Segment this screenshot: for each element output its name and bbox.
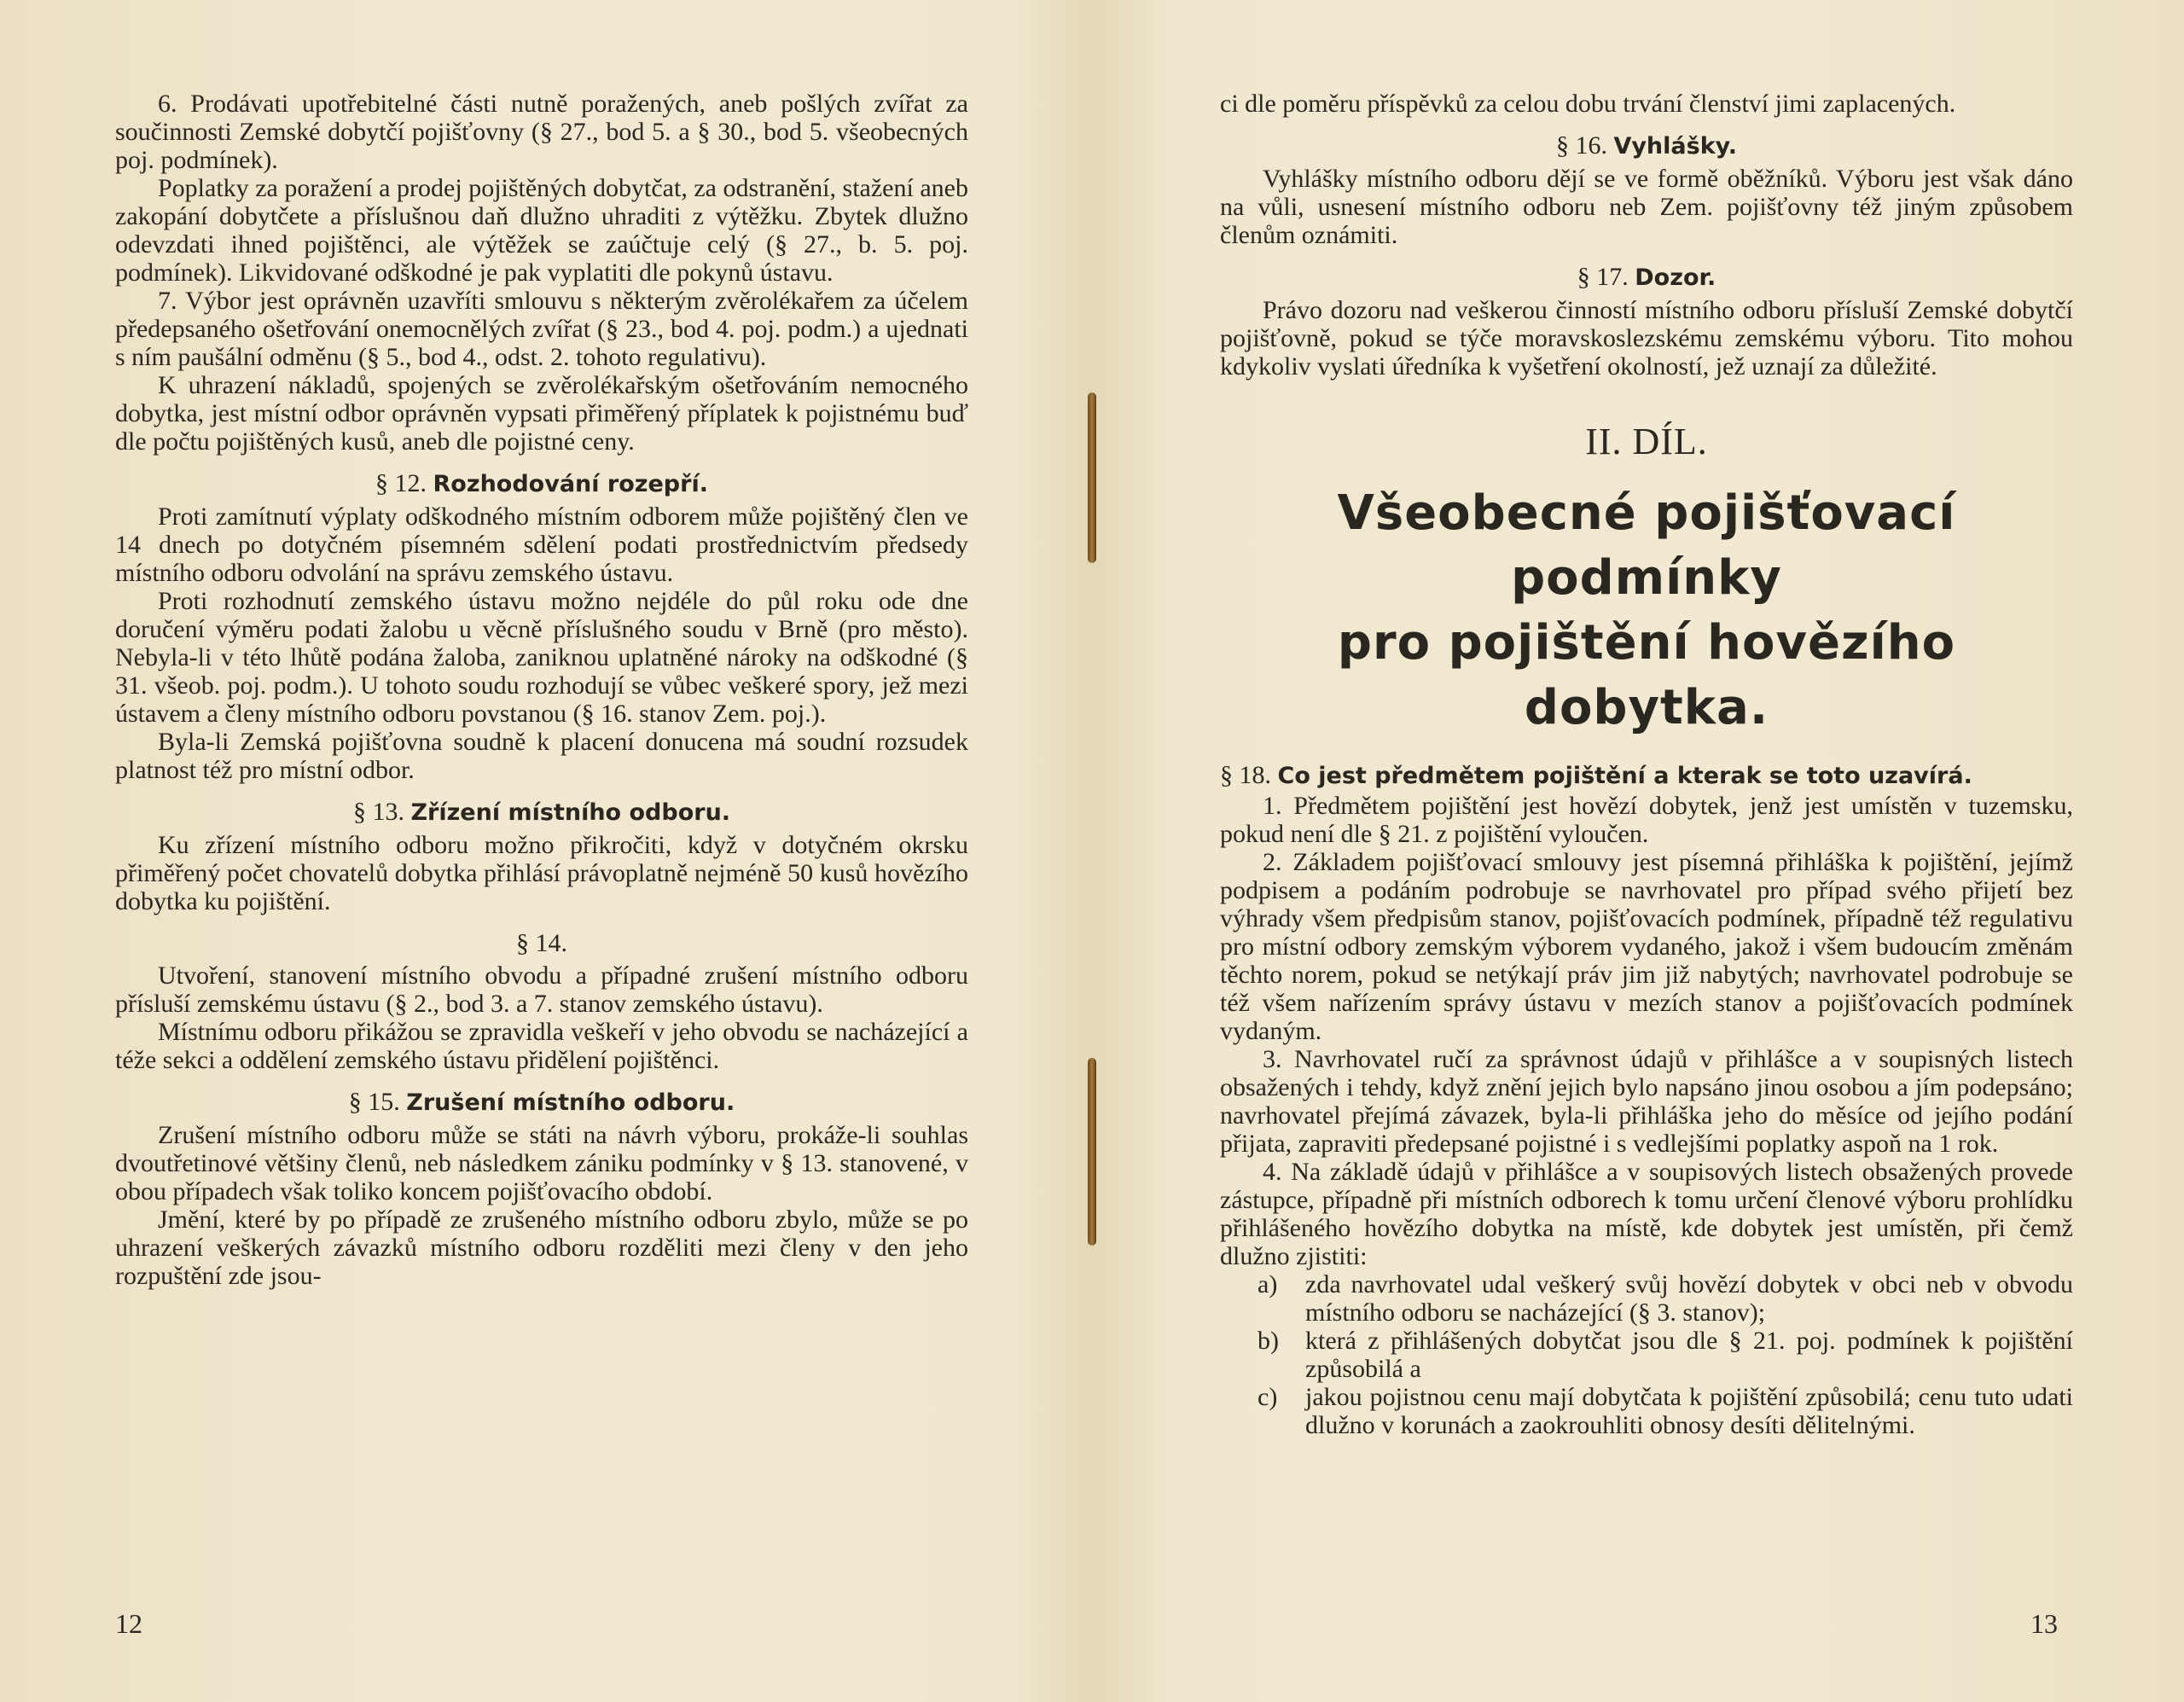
paragraph: Místnímu odboru přikážou se zpravidla veškeří v jeho obvodu se nacházející a téže sekci a oddělení zemského ústavu přidělení pojištěnci. <box>115 1018 968 1074</box>
section-number: § 17. <box>1577 263 1629 291</box>
left-page-text <box>115 90 968 1290</box>
paragraph: Právo dozoru nad veškerou činností místního odboru přísluší Zemské dobytčí pojišťovně, pokud se týče moravskoslezskému zemskému výboru. Tito mohou kdykoliv vyslati úředníka k vyšetření okolností, jež uznají za důležité. <box>1220 296 2073 380</box>
right-page <box>1092 0 2184 1702</box>
list-item <box>1220 1270 2073 1327</box>
list-item-text: jakou pojistnou cenu mají dobytčata k pojištění způsobilá; cenu tuto udati dlužno v korunách a zaokrouhliti obnosy desíti dělitelnými. <box>1305 1383 2073 1439</box>
paragraph: 1. Předmětem pojištění jest hovězí dobytek, jenž jest umístěn v tuzemsku, pokud není dle § 21. z pojištění vyloučen. <box>1220 792 2073 848</box>
list-item-label: a) <box>1258 1270 1278 1298</box>
section-number: § 16. <box>1555 131 1607 160</box>
right-page-text <box>1220 90 2073 1439</box>
section-title: Rozhodování rozepří. <box>433 471 708 497</box>
paragraph: 2. Základem pojišťovací smlouvy jest písemná přihláška k pojištění, jejímž podpisem a podáním podrobuje se navrhovatel pro případ svého přijetí bez výhrady všem předpisům stanov, pojišťovacích podmínek, případně též regulativu pro místní odbory zemským výborem vydaného, jakož i všem budoucím změnám těchto norem, pokud se netýkají práv jim již nabytých; navrhovatel podrobuje se též všem nařízením správy ústavu v mezích stanov a pojišťovacích podmínek vydaným. <box>1220 848 2073 1045</box>
condition-list <box>1220 1270 2073 1439</box>
paragraph: K uhrazení nákladů, spojených se zvěrolékařským ošetřováním nemocného dobytka, jest místní odbor oprávněn vypsati přiměřený příplatek k pojistnému buď dle počtu pojištěných kusů, aneb dle pojistné ceny. <box>115 371 968 456</box>
paragraph: 6. Prodávati upotřebitelné části nutně poražených, aneb pošlých zvířat za součinnosti Zemské dobytčí pojišťovny (§ 27., bod 5. a § 30., bod 5. všeobecných poj. podmínek). <box>115 90 968 174</box>
paragraph: Byla-li Zemská pojišťovna soudně k placení donucena má soudní rozsudek platnost též pro místní odbor. <box>115 728 968 784</box>
list-item <box>1220 1383 2073 1439</box>
paragraph: Zrušení místního odboru může se státi na návrh výboru, prokáže-li souhlas dvoutřetinové většiny členů, neb následkem zániku podmínky v § 13. stanovené, v obou případech však toliko koncem pojišťovacího období. <box>115 1121 968 1205</box>
paragraph: Jmění, které by po případě ze zrušeného místního odboru zbylo, může se po uhrazení veškerých závazků místního odboru rozděliti mezi členy v den jeho rozpuštění zde jsou- <box>115 1205 968 1290</box>
section-number: § 12. <box>375 469 427 497</box>
section-title: Vyhlášky. <box>1613 133 1738 160</box>
paragraph: Ku zřízení místního odboru možno přikročiti, když v dotyčném okrsku přiměřený počet chovatelů dobytka přihlásí právoplatně nejméně 50 kusů hovězího dobytka ku pojištění. <box>115 831 968 915</box>
page-number: 13 <box>2030 1608 2058 1639</box>
section-number: § 18. <box>1220 761 1271 789</box>
paragraph: Proti rozhodnutí zemského ústavu možno nejdéle do půl roku ode dne doručení výměru podati žalobu u věcně příslušného soudu v Brně (pro město). Nebyla-li v této lhůtě podána žaloba, zaniknou uplatněné nároky na odškodné (§ 31. všeob. poj. podm.). U tohoto soudu rozhodují se vůbec veškeré spory, jež mezi ústavem a členy místního odboru povstanou (§ 16. stanov Zem. poj.). <box>115 587 968 728</box>
paragraph: Poplatky za poražení a prodej pojištěných dobytčat, za odstranění, stažení aneb zakopání dobytčete a příslušnou daň dlužno uhraditi z výtěžku. Zbytek dlužno odevzdati ihned pojištěnci, ale výtěžek se zaúčtuje celý (§ 27., b. 5. poj. podmínek). Likvidované odškodné je pak vyplatiti dle pokynů ústavu. <box>115 174 968 287</box>
paragraph: Utvoření, stanovení místního obvodu a případné zrušení místního odboru přísluší zemskému ústavu (§ 2., bod 3. a 7. stanov zemského ústavu). <box>115 961 968 1018</box>
section-title: Zrušení místního odboru. <box>406 1089 735 1116</box>
section-heading-15 <box>115 1088 968 1117</box>
section-heading-18 <box>1220 761 2073 790</box>
chapter-title <box>1220 481 2073 741</box>
chapter-title-line: Všeobecné pojišťovací podmínky <box>1337 485 1956 606</box>
paragraph: Vyhlášky místního odboru dějí se ve formě oběžníků. Výboru jest však dáno na vůli, usnesení místního odboru neb Zem. pojišťovny též jiným způsobem členům oznámiti. <box>1220 165 2073 249</box>
section-heading-12 <box>115 469 968 498</box>
list-item-label: c) <box>1258 1383 1278 1411</box>
section-heading-16 <box>1220 131 2073 160</box>
chapter-title-line: pro pojištění hovězího dobytka. <box>1337 615 1956 735</box>
section-number: § 15. <box>348 1088 400 1116</box>
list-item-label: b) <box>1258 1327 1279 1355</box>
paragraph: ci dle poměru příspěvků za celou dobu trvání členství jimi zaplacených. <box>1220 90 1956 118</box>
paragraph: 4. Na základě údajů v přihlášce a v soupisových listech obsažených provede zástupce, případně při místních odborech k tomu určení členové výboru prohlídku přihlášeného hovězího dobytka na místě, kde dobytek jest umístěn, při čemž dlužno zjistiti: <box>1220 1158 2073 1270</box>
section-title: Zřízení místního odboru. <box>410 799 731 826</box>
paragraph: 7. Výbor jest oprávněn uzavříti smlouvu s některým zvěrolékařem za účelem předepsaného ošetřování onemocnělých zvířat (§ 23., bod 4. poj. podm.) a ujednati s ním paušální odměnu (§ 5., bod 4., odst. 2. tohoto regulativu). <box>115 287 968 371</box>
section-title: Co jest předmětem pojištění a kterak se toto uzavírá. <box>1277 763 1972 789</box>
list-item-text: zda navrhovatel udal veškerý svůj hovězí dobytek v obci neb v obvodu místního odboru se nacházející (§ 3. stanov); <box>1305 1270 2073 1327</box>
paragraph: Proti zamítnutí výplaty odškodného místním odborem může pojištěný člen ve 14 dnech po dotyčném písemném sdělení podati prostřednictvím předsedy místního odboru odvolání na správu zemského ústavu. <box>115 502 968 587</box>
section-heading-13 <box>115 798 968 827</box>
list-item-text: která z přihlášených dobytčat jsou dle § 21. poj. podmínek k pojištění způsobilá a <box>1305 1327 2073 1383</box>
paragraph: 3. Navrhovatel ručí za správnost údajů v přihlášce a v soupisných listech obsažených i tehdy, když znění jejich bylo napsáno jinou osobou a jím podepsáno; navrhovatel přejímá závazek, byla-li přihláška jeho do měsíce od jejího podání přijata, zapraviti předepsané pojistné i s vedlejšími poplatky aspoň na 1 rok. <box>1220 1045 2073 1158</box>
section-heading-14 <box>115 929 968 957</box>
section-number: § 13. <box>352 798 404 826</box>
part-heading: II. DÍL. <box>1585 421 1708 462</box>
section-number: § 14. <box>516 929 567 957</box>
page-number: 12 <box>115 1608 142 1639</box>
list-item <box>1220 1327 2073 1383</box>
section-heading-17 <box>1220 263 2073 292</box>
section-title: Dozor. <box>1635 264 1716 291</box>
